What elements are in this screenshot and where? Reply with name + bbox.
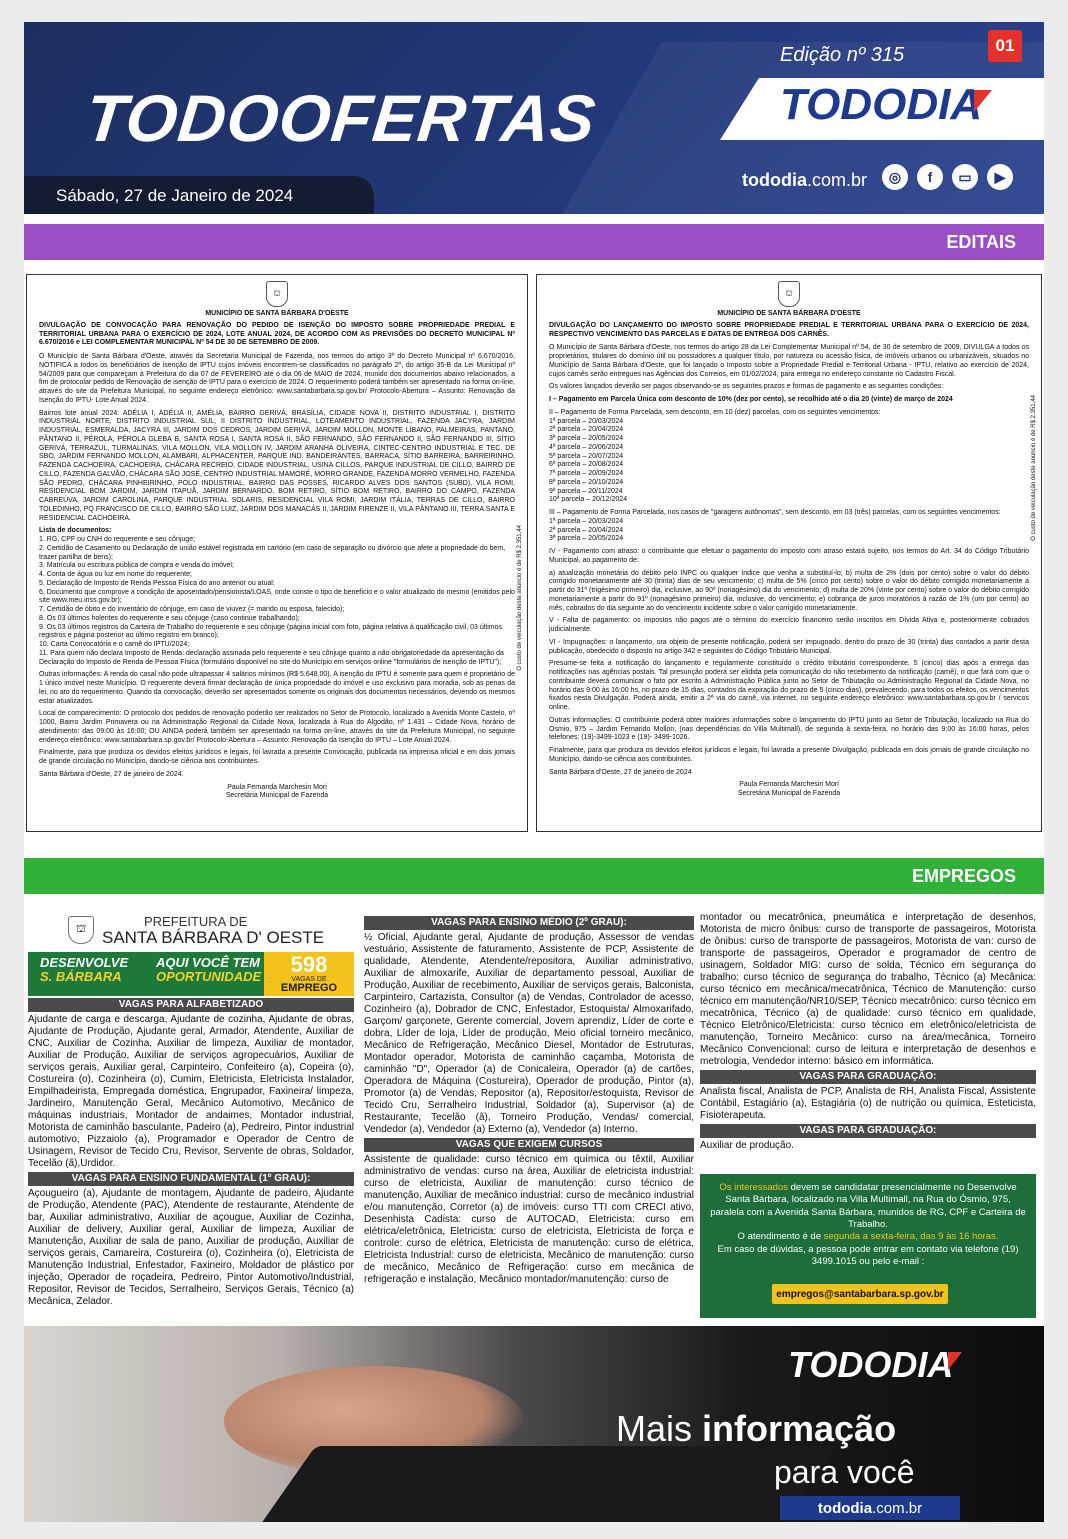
tododia-ad[interactable] [24,1326,1044,1522]
notice-signer-role: Secretária Municipal de Fazenda [225,792,329,800]
newspaper-page [24,22,1044,1522]
notice-municipality: MUNICÍPIO DE SANTA BÁRBARA D'OESTE [205,310,349,317]
notice-intro: O Município de Santa Bárbara d'Oeste, nos termos do artigo 28 da Lei Complementar Municipal nº 54, de 30 de setembro de 2009, DIVULGA a todos os proprietários, titulares do domínio útil ou possuidores a qualquer título, por natureza ou acessão física, de imóveis urbanos ou urbanizáveis, situados no Município de Santa Bárbara d'Oeste, que foi lançado o Imposto sobre a Propriedade Predial e Territorial Urbana - IPTU, relativo ao exercício de 2024, cujos carnês serão entregues nas Agências dos Correios, em 01/02/2024, para entrega no endereço constante no Cadastro Fiscal. [549,344,1029,378]
section-bar-editais [24,224,1044,260]
vagas-emprego: EMPREGO [280,982,338,994]
contact-text-3: Em caso de dúvidas, a pessoa pode entrar em contato via telefone (19) 3499.1015 ou pelo e-mail : [717,1243,1019,1268]
laptop-image [252,1446,835,1522]
notice-outras: Outras informações: O contribuinte poderá obter maiores informações sobre o lançamento do IPTU junto ao Setor de Tributação, localizado na Rua do Ósmio, 975 – Jardim Fernando Mollon, (nas dependências do Villa Multimall), de segunda à sexta-feira, no horário das 9:00 às 16:00 horas, pelos telefones: (19)-3499-1023 e (19)- 3499-1026. [549,716,1029,742]
site-link[interactable] [742,170,867,191]
notice-iptu-isencao [26,274,528,832]
ad-url-bold: tododia [817,1499,873,1517]
notice-place-date: Santa Bárbara d'Oeste, 27 de janeiro de 2024 [549,768,692,776]
contact-text-2 [710,1231,1026,1243]
parcela-item: 2ª parcela – 20/04/2024 [549,426,624,434]
notice-bairros: Bairros lote anual 2024: ADÉLIA I, ADÉLIA II, AMÉLIA, BAIRRO GERIVÁ, BRASÍLIA, CIDADE NOVA II, DISTRITO INDUSTRIAL I, DISTRITO INDUSTRIAL NORTE, DISTRITO INDUSTRIAL SUL, II DISTRITO INDUSTRIAL, LOTEAMENTO INDUSTRIAL, FAZENDA JACYRA, JARDIM INDUSTRIAL, ESMERALDA, JACYRA III, JARDIM DOS CEDROS, JARDIM GERIVÁ, JARDIM MOLLON, MONTE LÍBANO, PALMEIRAS, PANTANO, PÂNTANO II, PÉROLA, PÉROLA GLEBA B, SANTA ROSA I, SANTA ROSA II, SÃO FERNANDO, SÃO FERNANDO II, SÃO FERNANDO III, SÍTIO GERIVÁ, TERRAZUL, TURMALINAS, VILA MOLLON, VILA MOLLON IV, JARDIM ARANHA OLIVEIRA, CINTEC-CENTRO INDUSTRIAL E TEC. DE SBO, JARDIM FERNANDO MOLLON, ALAMBARI, ALPHACENTER, PARQUE IND. BANDEIRANTES, BARRACA, SÍTIO BARREIRA, BARREIRINHO, FAZENDA CACHOEIRA, CACHOEIRA, CHÁCARA RECREIO, CIDADE INDUSTRIAL, USINA CILLOS, PARQUE INDUSTRIAL DE CILLO, BAIRRO DE CILLO, FAZENDA GALVÃO, CHÁCARA SÃO JOSÉ, CENTRO INDUSTRIAL MAMORÉ, MORRO GRANDE, FAZENDA MORRO VERMELHO, FAZENDA SÃO PEDRO, CHÁCARA PINHEIRINHO, POLO INDUSTRIAL, BAIRRO DAS POSSES, RICARDO ALVES DOS SANTOS (SUBD), VILA ROMI, RESIDENCIAL BOM JARDIM, JARDIM ITAPUÃ, JARDIM BERNARDO, BOM RETIRO, SÍTIO BOM RETIRO, BAIRRO DO CAMPO, FAZENDA CABREÚVA, JARDIM CAROLINA, PARQUE INDUSTRIAL SOLARIS, RESIDENCIAL VILA ROMI, JARDIM ITÁLIA, TERRAS DE CILLO, BAIRRO TOLEDINHO, PQ FRANCISCO DE CILLO, BAIRRO SÃO LUIZ, JARDIM DOS MANACÁS II, JARDIM FIRENZE II, VILA PÂNTANO III, TERRA SANTA E RESIDENCIAL CACHOEIRA. [39,409,515,522]
notice-item-4-list: a) atualização monetária do débito pelo INPC ou qualquer índice que venha a substituí-lo; b) multa de 2% (dois por cento) sobre o valor do débito corrigido monetariamente até 30 (trinta) dias de seu vencimento; c) multa de 5% (cinco por cento) sobre o valor do débito corrigido monetariamente a partir do 31º (trigésimo primeiro) dia, inclusive, ao 90º (nonagésimo) dia do vencimento; d) multa de 20% (vinte por cento) sobre o valor do débito corrigido monetariamente a partir do 91º (nonagésimo primeiro) dia, inclusive, do vencimento; e) cobrança de juros moratórios à razão de 1% (um por cento) ao mês, cobrados do dia seguinte ao do vencimento incidente sobre o valor corrigido monetariamente. [549,569,1029,612]
desenvolve-logo [40,956,128,985]
vagas-graduacao2-list: Auxiliar de produção. [700,1140,794,1151]
doc-item: 9. Os 03 últimos registros da Carteira de Trabalho do requerente e seu cônjuge (página inicial com foto, página relativa à qualificação civil, 03 últimos registros e página posterior ao último registro em branco); [39,623,503,640]
aqui-text: AQUI VOCÊ TEM [156,955,261,970]
doc-item: 8. Os 03 últimos holerites do requerente e seu cônjuge (caso continue trabalhando); [39,614,300,622]
vagas-graduacao-title: VAGAS PARA GRADUAÇÃO: [700,1070,1036,1084]
logo-part-2: DIA [906,80,983,129]
notice-values-intro: Os valores lançados deverão ser pagos observando-se os seguintes prazos e formas de pagamento e as seguintes condições: [549,383,944,391]
ad-url-rest: .com.br [872,1499,923,1517]
docs-title: Lista de documentos: [39,527,112,535]
vagas-count: 598 [290,952,328,977]
prefeitura-name: SANTA BÁRBARA D' OESTE [102,928,325,947]
edition-label: Edição nº 315 [780,44,905,66]
parcela-item: 9ª parcela – 20/11/2024 [549,487,623,495]
prefeitura-banner [28,910,354,996]
ad-slogan-bold: informação [702,1408,897,1449]
parcela-item: 3ª parcela – 20/05/2024 [549,535,624,543]
parcela-item: 10ª parcela – 20/12/2024 [549,496,628,504]
jobs-column-3 [700,912,1036,1168]
notice-outras: Outras informações: A renda do casal não pode ultrapassar 4 salários mínimos (R$ 5.648,00). A isenção do IPTU é somente para quem é proprietário de 1 único imóvel neste Município. O requerente deverá firmar declaração de única propriedade do imóvel e uso exclusivo para moradia, sob as penas da lei, no ato do requerimento. Quando da convocação, deverão ser apresentados somente os originais dos documentos necessários, devendo os mesmos estar atualizados. [39,671,515,705]
vagas-medio-title: VAGAS PARA ENSINO MÉDIO (2º GRAU): [364,916,694,930]
notice-item-1: I – Pagamento em Parcela Única com desconto de 10% (dez por cento), se recolhido até o dia 20 (vinte) de março de 2024 [549,396,953,403]
logo-flag-icon [974,90,992,112]
doc-item: 5. Declaração de Imposto de Renda Pessoa Física do ano anterior ou atual; [39,579,275,587]
notice-local: Local de comparecimento: O protocolo dos pedidos de renovação poderão ser realizados no Setor de Protocolo, localizado a Avenida Monte Castelo, nº 1000, Bairro Jardim Primavera ou na Administração Regional da Cidade Nova, localizada à Rua do Algodão, nº 1.431 – Cidade Nova, horário de atendimento: das 09:00 às 16:00; OU AINDA poderá também ser apresentado na forma on-line, através do site da Prefeitura Municipal, no seguinte endereço eletrônico: www.santabarbara.sp.gov.br/ Protocolo-Abertura – Assunto: Renovação da Isenção do IPTU – Lote Anual 2024. [39,710,515,744]
notice-final: Finalmente, para que produza os devidos efeitos jurídicos e legais, foi lavrada a presente Divulgação, publicada em dois jornais de grande circulação no Município, dando-se ciência aos contribuintes. [549,747,1029,763]
jobs-column-1 [28,996,354,1322]
vagas-cursos-title: VAGAS QUE EXIGEM CURSOS [364,1138,694,1152]
notice-signer: Paula Fernanda Marchesin Mori [227,783,327,791]
youtube-icon[interactable]: ▶ [987,164,1013,190]
sbarbara-text: S. BÁRBARA [40,969,122,985]
municipal-crest-icon: ⛫ [68,916,94,944]
cost-note: O custo de veiculação deste anúncio é de R$ 2.351,44 [1031,395,1037,541]
vagas-alfabetizado-list: Ajudante de carga e descarga, Ajudante de cozinha, Ajudante de obras, Ajudante de Produção, Ajudante geral, Armador, Atendente, Auxiliar de CNC, Auxiliar de Cozinha, Auxiliar de limpeza, Auxiliar de montador, Auxiliar de Produção, Auxiliar de serviços agropecuários, Auxiliar de serviços gerais, Auxiliar geral, Carpinteiro, Confeiteiro (a), Copeira (o), Costureira (o), Cozinheira (o), Cumim, Eletricista, Eletricista Instalador, Empilhadeirista, Empregada doméstica, Engrupador, Faxineira/ limpeza, Jardineiro, Manutenção Geral, Mecânico Automotivo, Mecânico de máquinas industriais, Montador de andaimes, Montador industrial, Motorista de caminhão basculante, Padeiro (a), Pedreiro, Pintor industrial automotivo, Pizzaiolo (a), Programador e Operador de Centro de Usinagem, Revisor de Tecido Cru, Revisor, Servente de obras, Soldador, Tecelão (ã),Urdidor. [28,1014,354,1169]
contact-email-link[interactable]: empregos@santabarbara.sp.gov.br [772,1284,948,1304]
vagas-cursos-list: Assistente de qualidade: curso técnico em química ou têxtil, Auxiliar administrativo de vendas: curso na área, Auxiliar de eletricista industrial: curso de eletricista, Auxiliar de manutenção: curso técnico de manutenção, Auxiliar de mecânico industrial: curso de mecânico industrial e/ou manutenção, Corretor (a) de imóveis: curso TTI com CRECI ativo, Desenhista Cadista: curso de AUTOCAD, Eletricista: curso em elétrica/eletrônica, Eletricista: curso de eletricista, Eletricista de força e controle: curso de elétrica, Eletricista de manutenção: curso de elétrica, Eletricista Industrial: curso de eletricista, Mecânico de manutenção: curso de mecânico, Mecânico de Refrigeração: curso em mecânica de refrigeração e instalação, Mecânico montador/manutenção: curso de [364,1154,694,1285]
parcela-item: 4ª parcela – 20/06/2024 [549,443,624,451]
vagas-alfabetizado-title: VAGAS PARA ALFABETIZADO [28,998,354,1012]
notice-item-6: VI - Impugnações: o lançamento, ora objeto de presente notificação, poderá ser impugnado, dentro do prazo de 30 (trinta) dias contados a partir desta publicação, obedecido o disposto no artigo 342 e seguintes do Código Tributário Municipal. [549,638,1029,655]
municipal-crest-icon: ⛫ [266,281,288,307]
notice-intro: O Município de Santa Bárbara d'Oeste, através da Secretaria Municipal de Fazenda, nos termos do artigo 3º do Decreto Municipal nº 6.670/2016, NOTIFICA a todos os beneficiários de isenção de IPTU cujos imóveis encontrem-se classificados no parágrafo 2º, do artigo 35-B da Lei Municipal nº 54/2009 para que compareçam à Prefeitura do dia 07 de FEVEREIRO até o dia 06 de MAIO de 2024, munido dos documentos abaixo relacionados, a fim de protocolar pedido de Renovação de isenção de IPTU para o exercício de 2024. O requerimento poderá também ser apresentado na forma on-line, através do site da Prefeitura Municipal, no seguinte endereço eletrônico: www.santabarbara.sp.gov.br/ Protocolo-Abertura – Assunto: Renovação da Isenção do IPTU- Lote Anual 2024. [39,353,515,404]
docs-list [39,536,515,667]
ad-url-link[interactable] [780,1496,960,1520]
vagas-graduacao-list: Analista fiscal, Analista de PCP, Analista de RH, Analista Fiscal, Assistente Contábil, Estagiário (a), Estagiária (o) de nutrição ou química, Esteticista, Fisioterapeuta. [700,1086,1036,1121]
jobs-column-2 [364,914,694,1322]
publication-date: Sábado, 27 de Janeiro de 2024 [56,186,294,205]
doc-item: 11. Para quem não declara Imposto de Renda: declaração assinada pelo requerente e seu cônjuge quanto a não obrigatoriedade da apresentação da Declaração do Imposto de Renda de Pessoa Física (formulário disponível no site do Município em serviços online "formulários de isenção de IPTU"); [39,649,504,666]
ad-slogan-light: Mais [616,1408,693,1449]
contact-body-1: devem se candidatar presencialmente no Desenvolve Santa Bárbara, localizado na Villa Multimall, na Rua do Ósmio, 975, paralela com a Avenida Santa Bárbara, munidos de RG, CPF e Carteira de Trabalho. [710,1182,1026,1231]
section-title-empregos: EMPREGOS [911,866,1016,886]
notice-item-3: III – Pagamento de Forma Parcelada, nos casos de "garagens autônomas", sem desconto, em 03 (três) parcelas, com os seguintes vencimentos: [549,509,1001,516]
ad-logo [788,1344,953,1386]
parcela-item: 2ª parcela – 20/04/2024 [549,526,624,534]
contact-text-1 [710,1182,1026,1231]
parcelas-3-list [549,518,1029,544]
doc-item: 7. Certidão de óbito e do inventário do cônjuge, em caso de viuvez (= marido ou esposa, falecido); [39,606,345,613]
desenvolve-text: DESENVOLVE [40,955,129,970]
notice-signer-role: Secretária Municipal de Fazenda [737,790,841,797]
parcela-item: 8ª parcela – 20/10/2024 [549,478,624,486]
parcela-item: 5ª parcela – 20/07/2024 [549,452,624,460]
parcela-item: 6ª parcela – 20/08/2024 [549,461,624,469]
contact-highlight-1: Os interessados [719,1182,788,1193]
parcela-item: 7ª parcela – 20/09/2024 [549,470,624,477]
notice-final: Finalmente, para que produza os devidos efeitos jurídicos e legais, foi lavrada a presente Convocação, publicada na imprensa oficial e em dois jornais de grande circulação no Município, dando-se ciência aos contribuintes. [39,749,515,765]
ad-slogan-line-2: para você [774,1454,915,1490]
vagas-small: VAGAS DE [291,976,327,983]
site-rest: .com.br [807,170,868,190]
notice-signer: Paula Fernanda Marchesin Mori [739,781,839,789]
ad-logo-part-1: TODO [788,1344,892,1385]
page-number: 01 [988,30,1022,62]
notice-item-4: IV - Pagamento com atraso: o contribuinte que efetuar o pagamento do imposto com atraso estará sujeito, nos termos do Art. 34 do Código Tributário Municipal, ao pagamento de: [549,548,1029,564]
date-bar [24,176,374,214]
vagas-fundamental-list: Açougueiro (a), Ajudante de montagem, Ajudante de padeiro, Ajudante de Produção, Atendente (PAC), Atendente de restaurante, Atendente de bar, Auxiliar administrativo, Auxiliar de açougue, Auxiliar de Cozinha, Auxiliar de delivery, Auxiliar geral, Auxiliar de limpeza, Auxiliar de Manutenção, Auxiliar de sala de pano, Auxiliar de produção, Auxiliar de serviços gerais, Camareira, Costureira (o), Cozinheira (o), Eletricista de Manutenção Industrial, Enfestador, Faxineiro, Moldador de plástico por injeção, Operador de roçadeira, Pedreiro, Pintor Automotivo/Industrial, Repositor, Revisor de Tecidos, Serralheiro, Serviços Gerais, Técnico (a) Mecânica, Zelador. [28,1188,354,1307]
vagas-graduacao2-title: VAGAS PARA GRADUAÇÃO: [700,1124,1036,1138]
doc-item: 6. Documento que comprove a condição de aposentado/pensionista/LOAS, onde conste o tipo de benefício e o valor atualizado do mesmo (emitidos pelo site www.meu.inss.gov.br); [39,588,515,605]
facebook-icon[interactable]: f [917,164,943,190]
vagas-fundamental-title: VAGAS PARA ENSINO FUNDAMENTAL (1º GRAU): [28,1172,354,1186]
oportunidade-slogan [156,956,261,985]
section-title-editais: EDITAIS [946,232,1016,252]
parcelas-10-list [549,418,1029,506]
contact-box [700,1174,1036,1318]
site-bold: tododia [742,170,807,190]
ad-slogan-line-1 [616,1408,896,1450]
ad-logo-part-2: DIA [891,1344,954,1385]
notice-iptu-lancamento [536,274,1042,832]
notice-municipality: MUNICÍPIO DE SANTA BÁRBARA D'OESTE [717,310,861,317]
instagram-icon[interactable]: ◎ [882,164,908,190]
header [24,22,1044,214]
notice-presume: Presume-se feita a notificação do lançamento e regularmente constituído o crédito tributário correspondente, 5 (cinco) dias após a entrega das notificações nas agências postais. Tal presunção poderá ser elidida pela comunicação do não recebimento da notificação (carnê), o que fará com que o contribuinte deverá comunicar o fato por escrito à Administração Pública junto ao Setor de Tributação ou Administração Regional da Cidade Nova, no horário das 9:00 às 16:00 hs, no prazo de 15 dias, contados da expiração do prazo de 5 (cinco dias), prevalecendo, para todos os efeitos, os vencimentos fixados nesta Divulgação. Poderá ainda, emitir a 2ª via do carnê, via internet, no seguinte endereço eletrônico: www.santabarbara.sp.gov.br / servicos online. [549,660,1029,711]
page-title: TODOOFERTAS [82,81,600,155]
section-bar-empregos [24,858,1044,894]
notice-item-5: V - Falta de pagamento: os impostos não pagos até o término do exercício financeiro serão inscritos em Dívida Ativa e, posteriormente cobrados judicialmente. [549,617,1029,633]
municipal-crest-icon: ⛫ [778,281,800,307]
parcela-item: 1ª parcela – 20/03/2024 [549,517,624,525]
contact-highlight-2: segunda a sexta-feira, das 9 às 16 horas. [823,1231,999,1243]
parcela-item: 1ª parcela – 20/03/2024 [549,417,624,425]
doc-item: 1. RG, CPF ou CNH do requerente e seu cônjuge; [39,536,196,543]
cost-note: O custo de veiculação deste anúncio é de R$ 2.351,44 [517,525,523,671]
doc-item: 10. Carta Convocatória e o carnê do IPTU/2024; [39,641,190,648]
oportunidade-text: OPORTUNIDADE [156,969,262,985]
notice-place-date: Santa Bárbara d'Oeste, 27 de janeiro de 2024. [39,770,184,778]
contact-body-2: O atendimento é de [737,1231,821,1243]
doc-item: 2. Certidão de Casamento ou Declaração de união estável registrada em cartório (em caso de separação ou divórcio que afete a propriedade do bem, trazer partilha de bens); [39,544,506,561]
logo-part-1: TODO [780,80,907,129]
vagas-cursos-list-cont: montador ou mecatrônica, pneumática e interpretação de desenhos, Motorista de micro ônibus: curso de transporte de passageiros, Motorista de ônibus: curso de transporte de passageiros, Motorista de van: curso de transporte de passageiros, Operador e programador de centro de usinagem, Soldador MIG: curso de solda, Técnico em segurança do trabalho: curso técnico de segurança do trabalho, Técnico (a) Mecânica: curso técnico em mecânica/mecatrônica, Técnico de Manutenção: curso técnico em manutenção/NR10/SEP, Técnico mecatrônico: curso técnico em mecatrônica, Técnico (a) de qualidade: curso técnico em qualidade, Técnico Eletrônico/Eletricista: curso técnico em eletrônico/eletricista de manutenção, Torneiro Mecânico: curso na área/mecânica, Torneiro Mecânico Convencional: curso de leitura e interpretação de desenhos e metrologia, Vendedor interno: básico em informática. [700,912,1036,1067]
tv-icon[interactable]: ▭ [952,164,978,190]
vagas-medio-list: ½ Oficial, Ajudante geral, Ajudante de produção, Assessor de vendas vestuário, Assistente de faturamento, Assistente de PCP, Assistente de qualidade, Atendente, Atendente/repositora, Auxiliar administrativo, Auxiliar de almoxarife, Auxiliar de departamento pessoal, Auxiliar de Produção, Auxiliar de recebimento, Auxiliar de serviços gerais, Balconista, Carpinteiro, Cartazista, Consultor (a) de Vendas, Controlador de acesso, Cozinheiro (a), Dobrador de CNC, Enfestador, Estoquista/ Almoxarifado, Garçom/ garçonete, Gerente comercial, Jovem aprendiz, Líder de corte e dobra, Líder de loja, Líder de produção, Meio oficial torneiro mecânico, Mecânico de Refrigeração, Mecânico Diesel, Montador de Estruturas, Montador operador, Motorista de caminhão caçamba, Motorista de caminhão "D", Operador (a) de Conicaleira, Operador (a) de cartões, Operadora de Máquina (Costureira), Operador de produção, Pintor (a), Promotor (a) de Vendas, Repositor (a), Repositor/estoquista, Revisor de Tecido Cru, Serralheiro Industrial, Soldador (a), Supervisor (a) de Restaurante, Tecelão (ã), Torneiro Produção, Vendas/ comercial, Vendedor (a), Vendedor (a) Externo (a), Vendedor (a) Interno. [364,932,694,1135]
ad-logo-flag-icon [948,1352,962,1370]
doc-item: 4. Conta de água ou luz em nome do requerente; [39,571,192,578]
doc-item: 3. Matrícula ou escritura pública de compra e venda do imóvel; [39,562,234,570]
notice-title: DIVULGAÇÃO DE CONVOCAÇÃO PARA RENOVAÇÃO DO PEDIDO DE ISENÇÃO DO IMPOSTO SOBRE PROPRIEDADE PREDIAL E TERRITORIAL URBANA PARA O EXERCÍCIO DE 2024, LOTE ANUAL 2024, DE ACORDO COM AS PREVISÕES DO DECRETO MUNICIPAL Nº 6.670/2016 e LEI COMPLEMENTAR MUNICIPAL Nº 54 DE 30 DE SETEMBRO DE 2009. [39,321,515,347]
vagas-badge [264,952,354,996]
prefeitura-label: PREFEITURA DE [144,914,248,929]
parcela-item: 3ª parcela – 20/05/2024 [549,435,624,442]
notice-title: DIVULGAÇÃO DO LANÇAMENTO DO IMPOSTO SOBRE PROPRIEDADE PREDIAL E TERRITORIAL URBANA PARA O EXERCÍCIO DE 2024, RESPECTIVO VENCIMENTO DAS PARCELAS E DATAS DE ENTREGA DOS CARNÊS. [549,321,1029,338]
notice-item-2: II – Pagamento de Forma Parcelada, sem desconto, em 10 (dez) parcelas, com os seguintes vencimentos: [549,408,881,416]
tododia-logo[interactable] [780,80,982,130]
